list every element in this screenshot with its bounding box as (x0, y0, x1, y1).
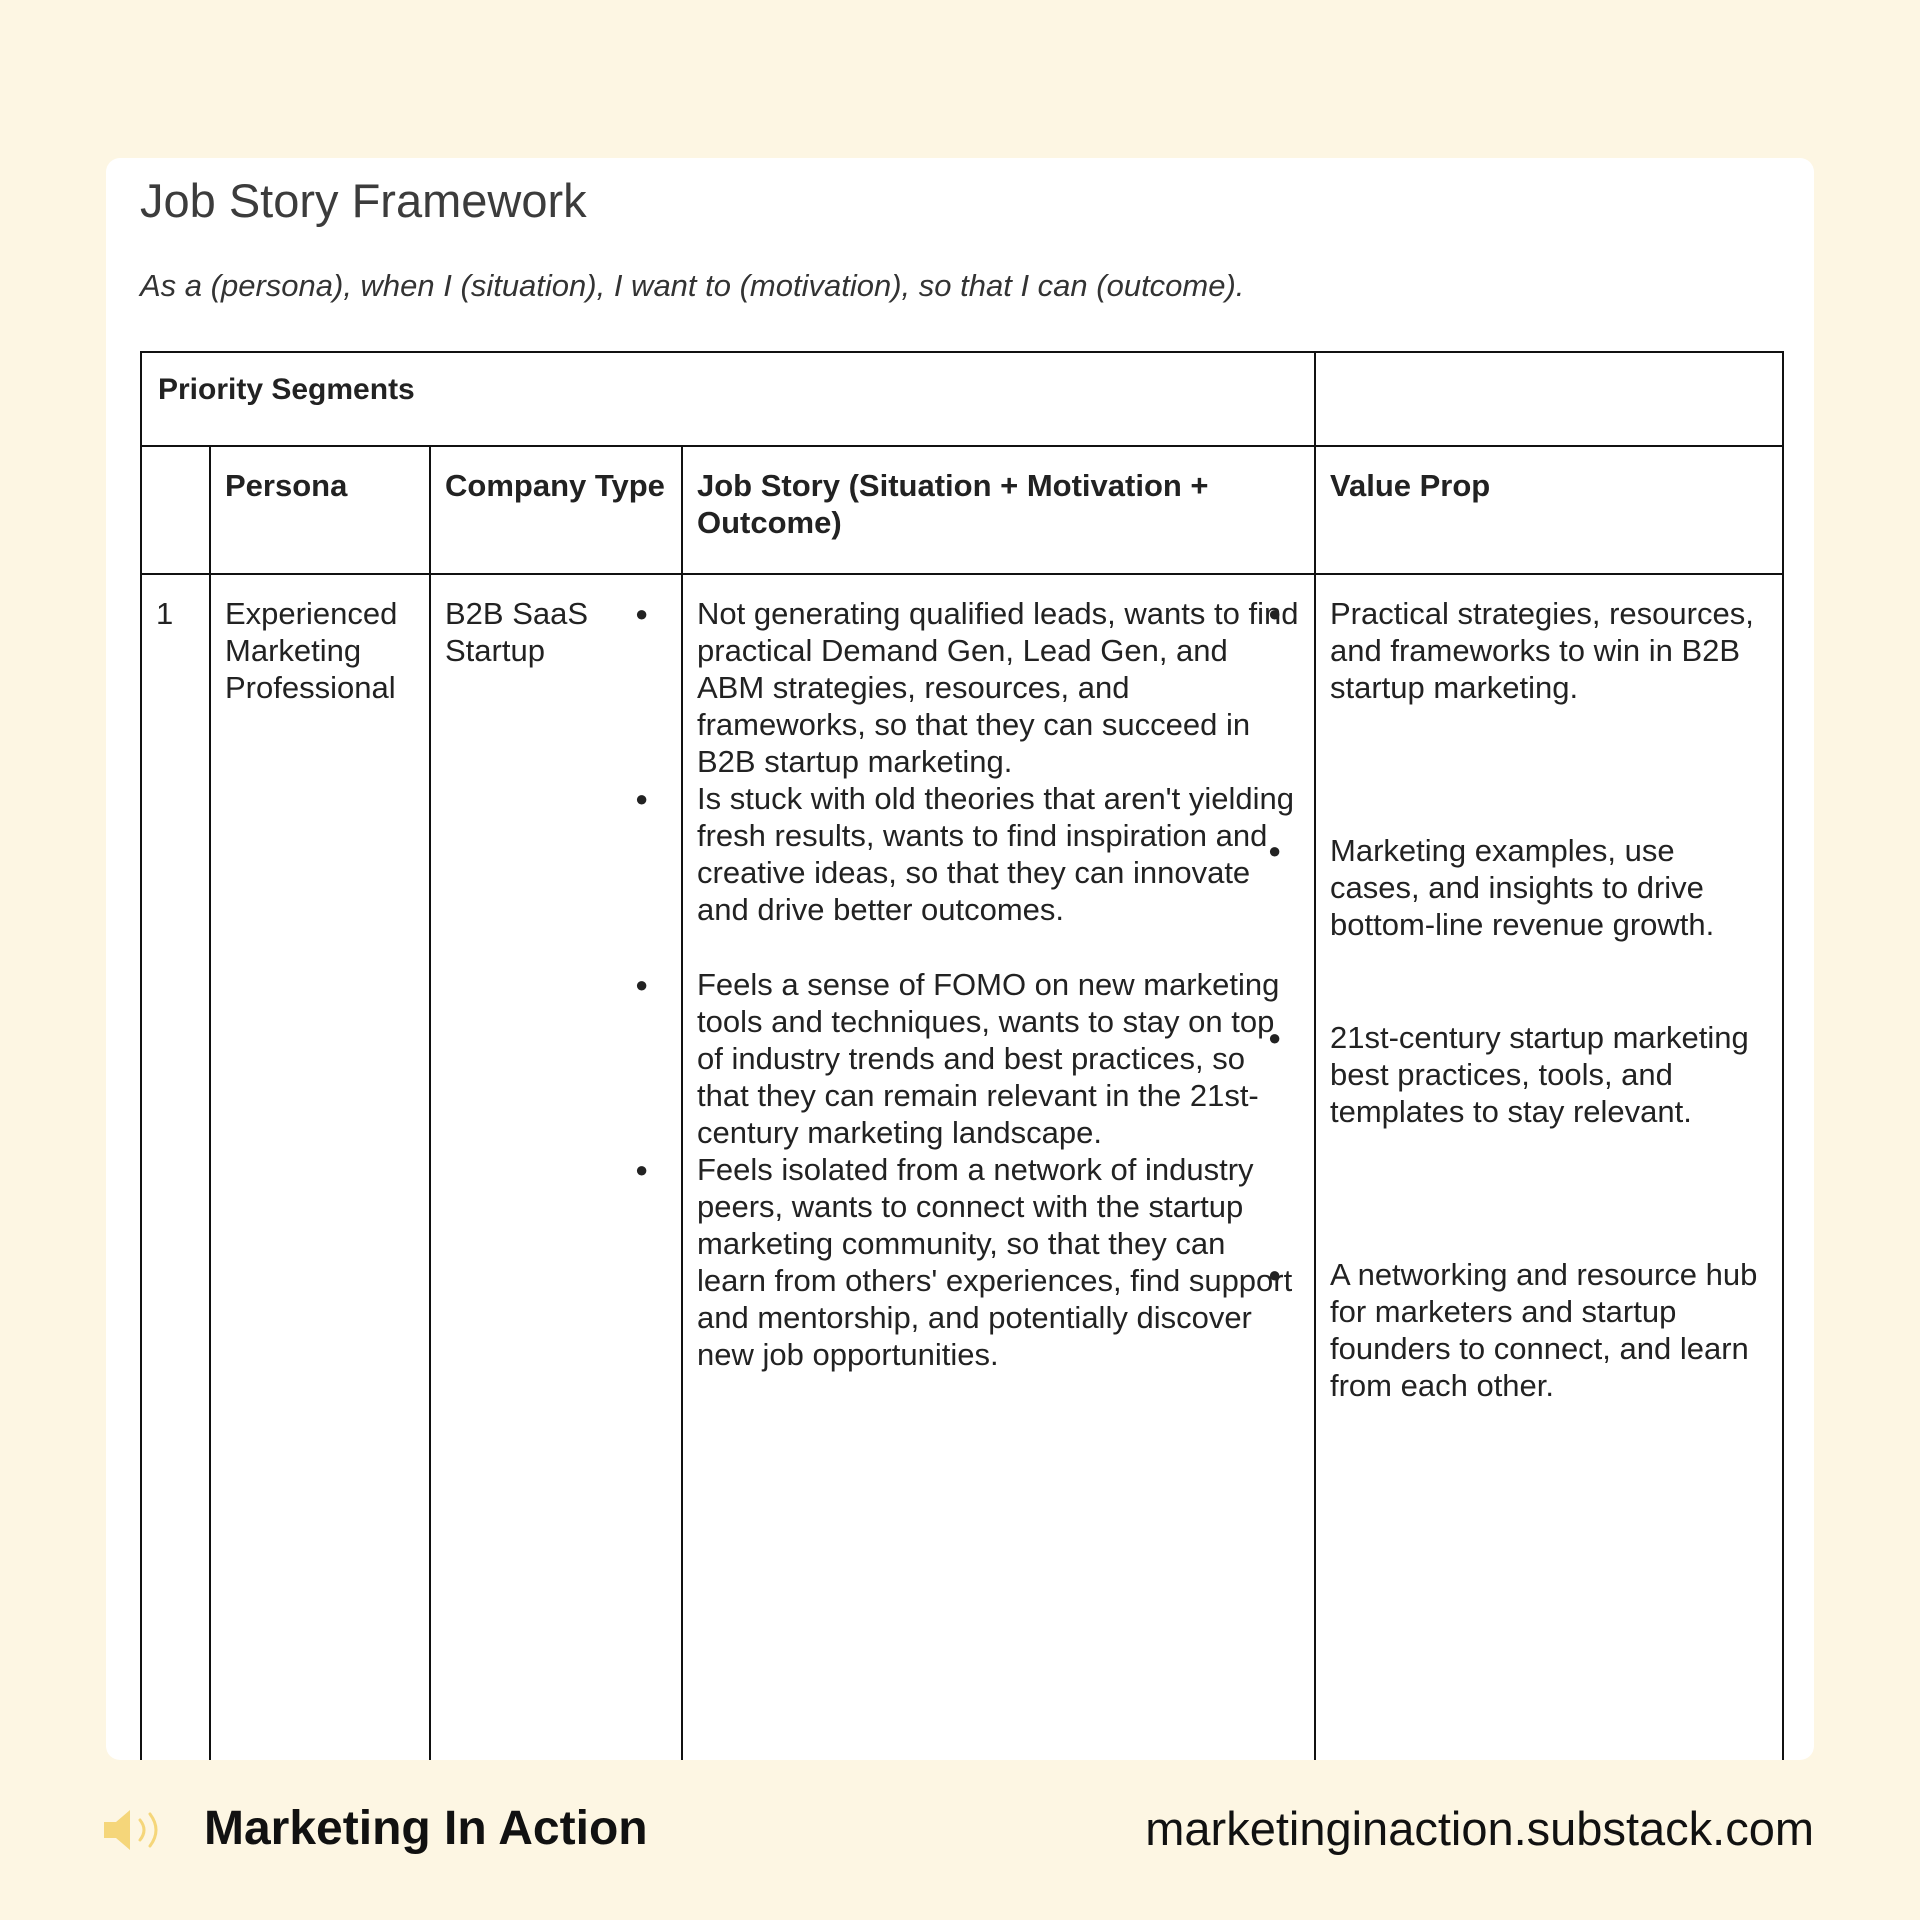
company-type-cell: B2B SaaS Startup (430, 574, 682, 1760)
segment-header-blank (1315, 352, 1783, 446)
job-story-list (697, 595, 1300, 1373)
job-story-formula: As a (persona), when I (situation), I want to (motivation), so that I can (outcome). (140, 268, 1245, 303)
list-item: ● A networking and resource hub for marketers and startup founders to connect, and learn from each other. (1330, 1256, 1768, 1404)
segment-header-row (141, 352, 1783, 446)
document-card (106, 158, 1814, 1760)
document-title: Job Story Framework (140, 174, 587, 227)
value-prop-list (1330, 595, 1768, 1404)
site-url[interactable]: marketinginaction.substack.com (1145, 1802, 1814, 1855)
column-header-value-prop: Value Prop (1315, 446, 1783, 574)
list-item: ● Feels a sense of FOMO on new marketing tools and techniques, wants to stay on top of industry trends and best practices, so that they can remain relevant in the 21st-century marketing landscape. (697, 966, 1300, 1151)
job-story-cell (682, 574, 1315, 1760)
list-item: ● Marketing examples, use cases, and insights to drive bottom-line revenue growth. (1330, 832, 1768, 943)
column-header-company-type: Company Type (430, 446, 682, 574)
table-row (141, 574, 1783, 1760)
list-item: ● Feels isolated from a network of industry peers, wants to connect with the startup marketing community, so that they can learn from others' experiences, find support and mentorship, and potentially discover new job opportunities. (697, 1151, 1300, 1373)
column-header-number (141, 446, 210, 574)
column-header-persona: Persona (210, 446, 430, 574)
job-story-table (140, 351, 1784, 1760)
speaker-icon (100, 1804, 170, 1856)
row-number: 1 (141, 574, 210, 1760)
column-header-job-story: Job Story (Situation + Motivation + Outcome) (682, 446, 1315, 574)
value-prop-cell (1315, 574, 1783, 1760)
brand-name: Marketing In Action (204, 1802, 648, 1855)
priority-segments-header: Priority Segments (141, 352, 1315, 446)
footer (0, 1790, 1920, 1870)
column-header-row (141, 446, 1783, 574)
list-item: ● 21st-century startup marketing best practices, tools, and templates to stay relevant. (1330, 1019, 1768, 1130)
list-item: ● Not generating qualified leads, wants to find practical Demand Gen, Lead Gen, and ABM strategies, resources, and frameworks, so that they can succeed in B2B startup marketing. (697, 595, 1300, 780)
list-item: ● Practical strategies, resources, and frameworks to win in B2B startup marketing. (1330, 595, 1768, 706)
persona-cell: Experienced Marketing Professional (210, 574, 430, 1760)
list-item: ● Is stuck with old theories that aren't yielding fresh results, wants to find inspiration and creative ideas, so that they can innovate and drive better outcomes. (697, 780, 1300, 928)
